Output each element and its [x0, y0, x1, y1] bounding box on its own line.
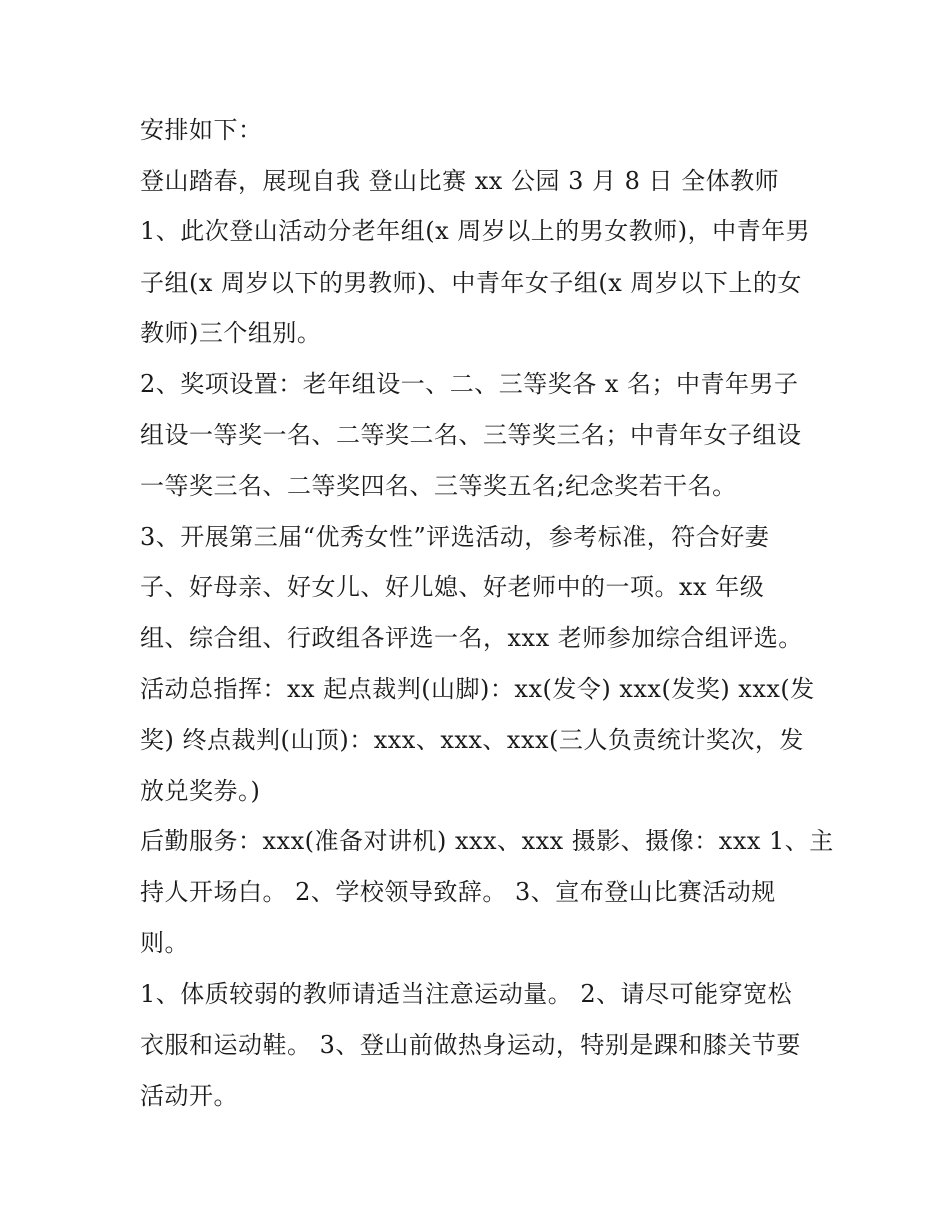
text-line: 子、好母亲、好女儿、好儿媳、好老师中的一项。xx 年级: [140, 573, 765, 601]
text-line: 则。: [140, 929, 189, 957]
text-line: 登山踏春，展现自我 登山比赛 xx 公园 3 月 8 日 全体教师: [140, 167, 780, 195]
text-line: 2、奖项设置：老年组设一、二、三等奖各 x 名；中青年男子: [140, 370, 799, 398]
text-line: 活动总指挥：xx 起点裁判(山脚)：xx(发令) xxx(发奖) xxx(发: [140, 675, 815, 703]
text-line: 奖) 终点裁判(山顶)：xxx、xxx、xxx(三人负责统计奖次，发: [140, 726, 804, 754]
text-line: 1、体质较弱的教师请适当注意运动量。 2、请尽可能穿宽松: [140, 980, 793, 1008]
text-line: 子组(x 周岁以下的男教师)、中青年女子组(x 周岁以下上的女: [140, 269, 802, 297]
text-line: 持人开场白。 2、学校领导致辞。 3、宣布登山比赛活动规: [140, 878, 776, 906]
text-line: 衣服和运动鞋。 3、登山前做热身运动，特别是踝和膝关节要: [140, 1031, 801, 1059]
text-line: 教师)三个组别。: [140, 319, 322, 347]
text-line: 后勤服务：xxx(准备对讲机) xxx、xxx 摄影、摄像：xxx 1、主: [140, 827, 834, 855]
text-line: 组设一等奖一名、二等奖二名、三等奖三名；中青年女子组设: [140, 421, 802, 449]
text-line: 放兑奖券。): [140, 777, 261, 805]
text-line: 活动开。: [140, 1082, 238, 1110]
text-line: 1、此次登山活动分老年组(x 周岁以上的男女教师)，中青年男: [140, 217, 811, 245]
text-line: 组、综合组、行政组各评选一名，xxx 老师参加综合组评选。: [140, 624, 803, 652]
text-line: 安排如下：: [140, 116, 263, 144]
text-line: 3、开展第三届“优秀女性”评选活动，参考标准，符合好妻: [140, 523, 770, 551]
text-line: 一等奖三名、二等奖四名、三等奖五名;纪念奖若干名。: [140, 472, 737, 500]
